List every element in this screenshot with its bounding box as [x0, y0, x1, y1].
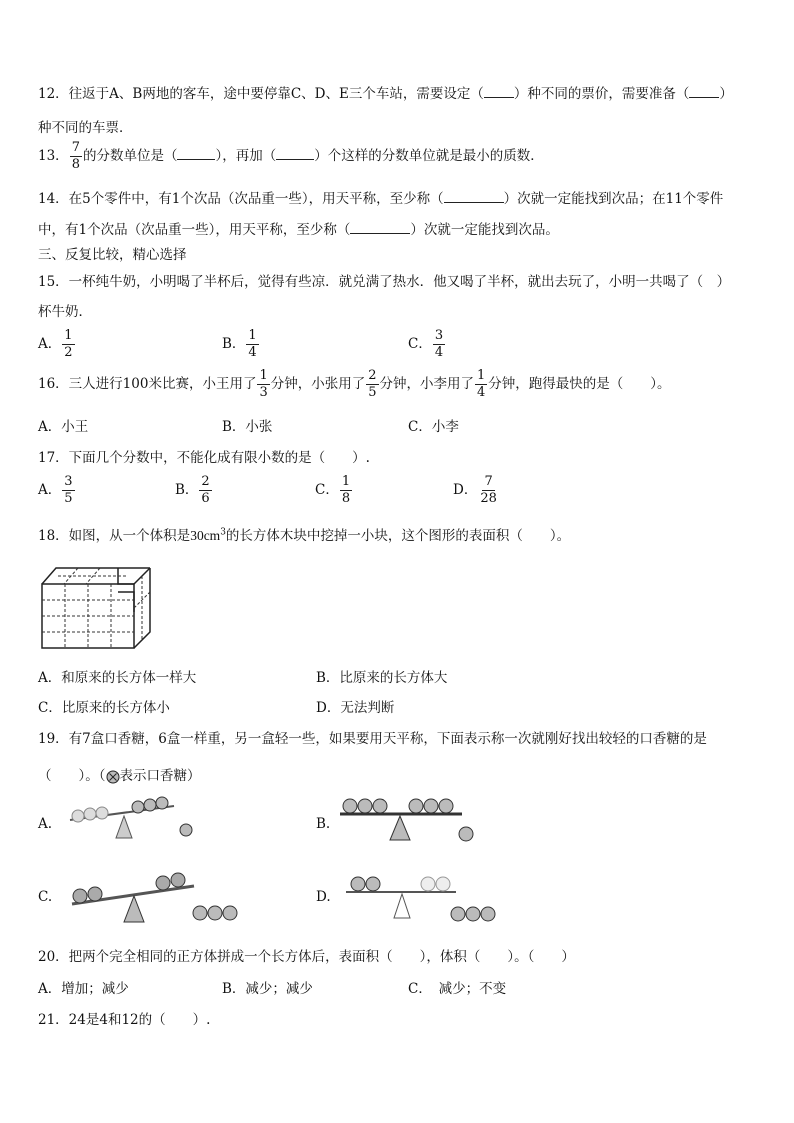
- section-title: 三、反复比较，精心选择: [38, 247, 187, 263]
- option-label: D．: [453, 482, 478, 498]
- q17-option-b[interactable]: [175, 474, 213, 507]
- cuboid-figure: [38, 562, 154, 652]
- q13-blank-2[interactable]: [276, 159, 314, 160]
- q13-numerator: 7: [71, 140, 80, 155]
- denominator: 5: [368, 385, 377, 400]
- balance-d: [344, 870, 514, 930]
- option-label: C．: [408, 336, 432, 352]
- q13-text-d: ）个这样的分数单位就是最小的质数．: [314, 148, 544, 164]
- q15-option-a[interactable]: [38, 328, 76, 361]
- balance-a: [66, 794, 206, 844]
- q19-line2: [38, 764, 201, 784]
- q16-text-a: 16．三人进行100米比赛，小王用了: [38, 376, 257, 392]
- q18-text-b: 的长方体木块中挖掉一小块，这个图形的表面积（ ）。: [225, 528, 571, 544]
- q13-number: 13．: [38, 148, 69, 164]
- q13-text-b: 的分数单位是（: [82, 148, 178, 164]
- numerator: 1: [64, 328, 73, 343]
- q14-text-d: ）次就一定能找到次品。: [410, 222, 559, 238]
- balance-c: [66, 866, 256, 928]
- q19-option-d-label[interactable]: D.: [316, 889, 331, 905]
- q12-line2: 种不同的车票．: [38, 120, 133, 136]
- q12-blank-1[interactable]: [484, 97, 514, 98]
- option-fraction: [246, 328, 258, 361]
- q17-option-c[interactable]: [315, 474, 353, 507]
- option-fraction: [199, 474, 211, 507]
- numerator: 3: [64, 474, 73, 489]
- q18-text-a: 18．如图，从一个体积是: [38, 528, 191, 544]
- q21-line: 21．24是4和12的（ ）.: [38, 1012, 211, 1028]
- q20-option-c[interactable]: C． 减少；不变: [408, 981, 507, 997]
- q14-blank-1[interactable]: [444, 202, 504, 203]
- q17-option-d[interactable]: [453, 474, 500, 507]
- option-label: B．: [222, 336, 246, 352]
- q17-line: 17．下面几个分数中，不能化成有限小数的是（ ）.: [38, 450, 370, 466]
- numerator: 2: [368, 368, 377, 383]
- q14-text-a: 14．在5个零件中，有1个次品（次品重一些），用天平称，至少称（: [38, 191, 444, 207]
- numerator: 2: [201, 474, 210, 489]
- option-fraction: [340, 474, 352, 507]
- option-label: A．: [38, 482, 62, 498]
- q15-line2: 杯牛奶．: [38, 304, 92, 320]
- q18-option-d[interactable]: D．无法判断: [316, 700, 395, 716]
- q18-volume: 30cm: [190, 528, 221, 543]
- option-label: B．: [175, 482, 199, 498]
- q14-text-b: ）次就一定能找到次品；在11个零件: [503, 191, 724, 207]
- numerator: 7: [484, 474, 493, 489]
- q19-line1: 19．有7盒口香糖，6盒一样重，另一盒轻一些，如果要用天平称，下面表示称一次就刚好找出较轻的口香糖的是: [38, 731, 707, 747]
- q13-denominator: 8: [71, 157, 80, 172]
- q16-frac-1: [257, 368, 269, 401]
- q14-line1: [38, 187, 723, 207]
- q19-option-b-label[interactable]: B.: [316, 816, 331, 832]
- q14-blank-2[interactable]: [350, 233, 410, 234]
- numerator: 3: [434, 328, 444, 343]
- option-label: A．: [38, 336, 62, 352]
- q14-text-c: 中，有1个次品（次品重一些），用天平称，至少称（: [38, 222, 351, 238]
- numerator: 1: [259, 368, 268, 383]
- numerator: 1: [248, 328, 257, 343]
- q19-text-b: （ ）。（: [38, 768, 106, 784]
- option-fraction: [433, 328, 445, 361]
- q13-fraction: [70, 140, 82, 173]
- option-fraction: [62, 328, 74, 361]
- denominator: 6: [201, 491, 210, 506]
- q12-text-b: ）种不同的票价，需要准备（: [513, 86, 690, 102]
- denominator: 2: [64, 345, 73, 360]
- q18-line: [38, 524, 570, 544]
- q18-exponent: 3: [220, 527, 226, 538]
- q19-option-c-label[interactable]: C.: [38, 889, 53, 905]
- q18-option-a[interactable]: A．和原来的长方体一样大: [38, 670, 197, 686]
- balance-b: [338, 794, 488, 846]
- denominator: 3: [259, 385, 268, 400]
- option-fraction: [62, 474, 74, 507]
- option-fraction: [478, 474, 499, 507]
- q16-frac-3: [475, 368, 487, 401]
- q20-option-b[interactable]: B．减少；减少: [222, 981, 313, 997]
- q16-option-b[interactable]: B．小张: [222, 419, 273, 435]
- q12-blank-2[interactable]: [689, 97, 719, 98]
- denominator: 8: [341, 491, 351, 506]
- q15-option-b[interactable]: [222, 328, 260, 361]
- option-label: C．: [315, 482, 339, 498]
- q17-option-a[interactable]: [38, 474, 76, 507]
- q16-text-b: 分钟，小张用了: [270, 376, 366, 392]
- q16-line: [38, 368, 671, 401]
- q15-option-c[interactable]: [408, 328, 446, 361]
- q19-text-c: 表示口香糖）: [119, 768, 201, 784]
- q16-text-c: 分钟，小李用了: [379, 376, 475, 392]
- denominator: 28: [480, 491, 497, 506]
- q13-text-c: ），再加（: [215, 148, 277, 164]
- gum-icon: [106, 770, 120, 784]
- numerator: 1: [477, 368, 486, 383]
- q19-option-a-label[interactable]: A.: [38, 816, 53, 832]
- q13-blank-1[interactable]: [177, 159, 215, 160]
- q14-line2: [38, 218, 559, 238]
- q12-text: 12．往返于A、B两地的客车，途中要停靠C、D、E三个车站，需要设定（: [38, 86, 484, 102]
- q20-line: 20．把两个完全相同的正方体拼成一个长方体后，表面积（ ），体积（ ）。（ ）: [38, 949, 575, 965]
- q12-text-c: ）: [719, 86, 733, 102]
- q13-line: [38, 140, 544, 173]
- denominator: 4: [248, 345, 257, 360]
- denominator: 5: [64, 491, 73, 506]
- q20-option-a[interactable]: A．增加；减少: [38, 981, 129, 997]
- numerator: 1: [341, 474, 351, 489]
- q16-frac-2: [366, 368, 378, 401]
- q16-option-c[interactable]: C．小李: [408, 419, 459, 435]
- denominator: 4: [434, 345, 444, 360]
- q18-option-b[interactable]: B．比原来的长方体大: [316, 670, 448, 686]
- q18-option-c[interactable]: C．比原来的长方体小: [38, 700, 170, 716]
- q12-line1: [38, 82, 733, 102]
- q15-line1: 15．一杯纯牛奶，小明喝了半杯后，觉得有些凉．就兑满了热水．他又喝了半杯，就出去玩了，小明一共喝了（ ）: [38, 274, 731, 290]
- q16-text-d: 分钟，跑得最快的是（ ）。: [488, 376, 671, 392]
- q16-option-a[interactable]: A．小王: [38, 419, 89, 435]
- denominator: 4: [477, 385, 486, 400]
